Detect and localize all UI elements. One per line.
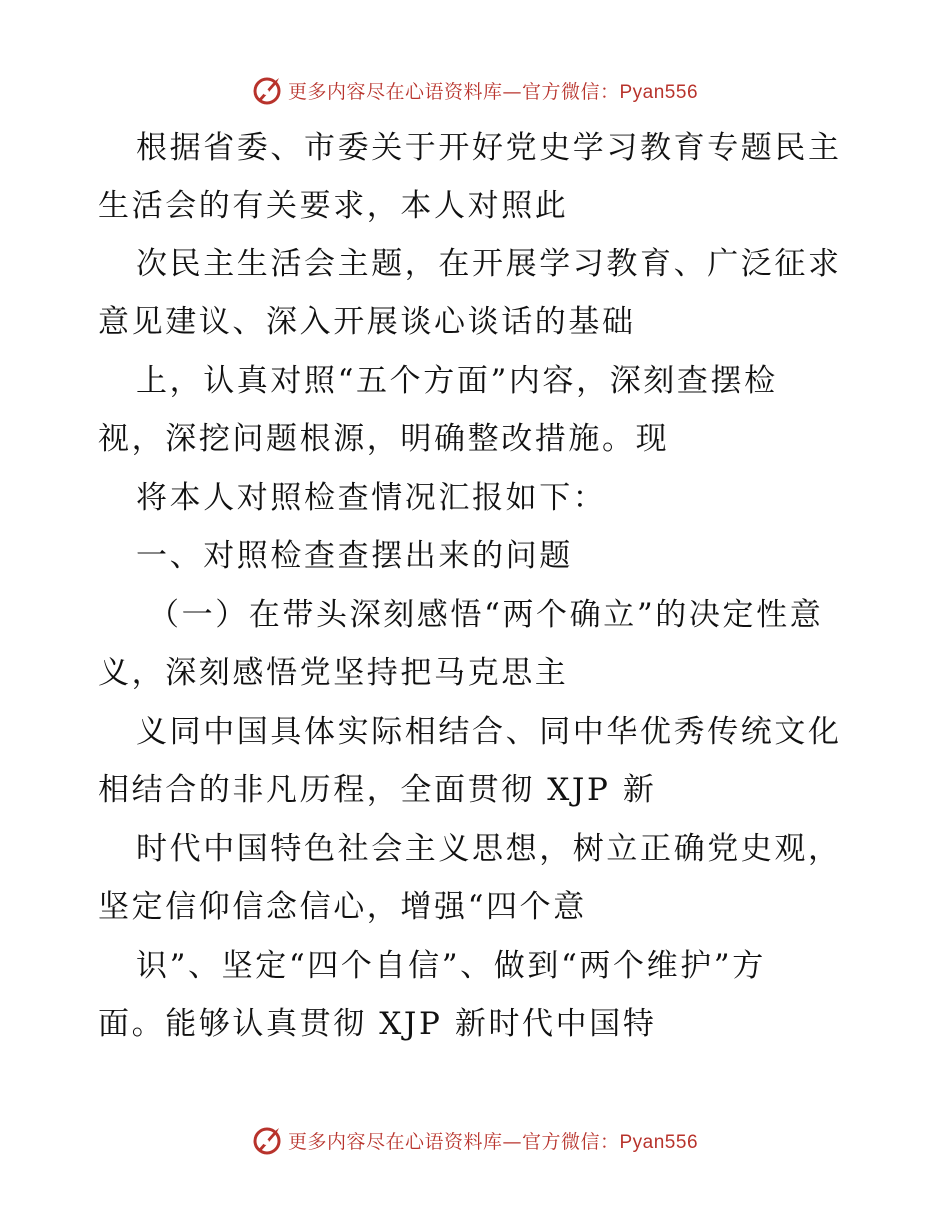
paragraph-line-7: 将本人对照检查情况汇报如下： [136,480,607,516]
paragraph-line-15: 识”、坚定“四个自信”、做到“两个维护”方 [136,948,766,984]
header-banner-text: 更多内容尽在心语资料库—官方微信：Pyan556 [287,80,699,103]
paragraph-line-10: 义，深刻感悟党坚持把马克思主 [98,655,569,691]
paragraph-line-11: 义同中国具体实际相结合、同中华优秀传统文化 [136,714,842,750]
paragraph-line-14: 坚定信仰信念信心，增强“四个意 [98,889,587,925]
paragraph-line-6: 视，深挖问题根源，明确整改措施。现 [98,421,670,457]
section-heading-1: 一、对照检查查摆出来的问题 [136,538,573,574]
pen-logo-icon [252,1124,284,1156]
header-wechat-id: Pyan556 [619,81,699,103]
paragraph-line-16: 面。能够认真贯彻 XJP 新时代中国特 [98,1006,657,1042]
paragraph-line-4: 意见建议、深入开展谈心谈话的基础 [98,304,636,340]
paragraph-line-3: 次民主生活会主题，在开展学习教育、广泛征求 [136,246,842,282]
footer-wechat-id: Pyan556 [619,1131,699,1153]
footer-banner [0,1120,950,1160]
paragraph-line-13: 时代中国特色社会主义思想，树立正确党史观， [136,831,842,867]
paragraph-line-5: 上，认真对照“五个方面”内容，深刻查摆检 [136,363,778,399]
paragraph-line-2: 生活会的有关要求，本人对照此 [98,188,569,224]
paragraph-line-1: 根据省委、市委关于开好党史学习教育专题民主 [136,130,842,166]
footer-banner-text: 更多内容尽在心语资料库—官方微信：Pyan556 [287,1130,699,1153]
paragraph-line-12: 相结合的非凡历程，全面贯彻 XJP 新 [98,772,657,808]
paragraph-line-9: （一）在带头深刻感悟“两个确立”的决定性意 [148,597,824,633]
